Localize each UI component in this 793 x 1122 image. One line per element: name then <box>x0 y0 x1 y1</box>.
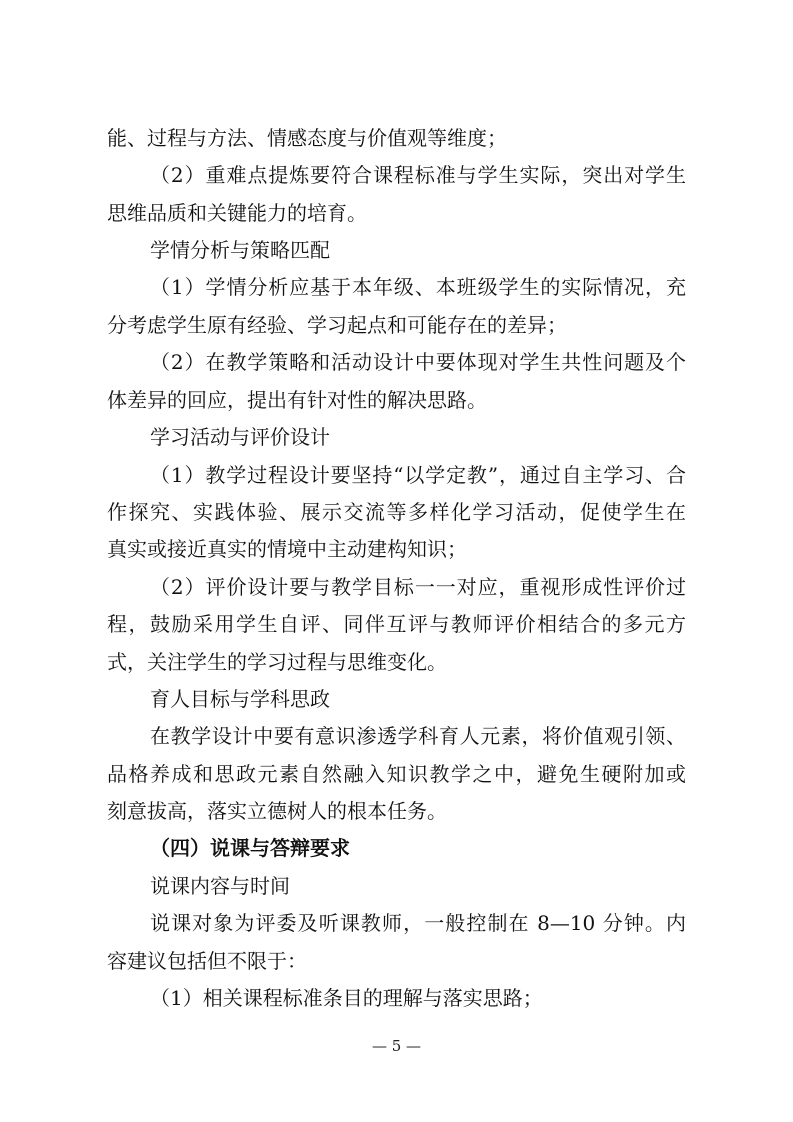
text-line: 作探究、实践体验、展示交流等多样化学习活动，促使学生在 <box>107 500 686 524</box>
text-line: 程，鼓励采用学生自评、同伴互评与教师评价相结合的多元方 <box>107 612 686 636</box>
text-line: 容建议包括但不限于： <box>107 949 307 973</box>
text-line: （1）教学过程设计要坚持“以学定教”，通过自主学习、合 <box>150 463 686 487</box>
section-heading: 学习活动与评价设计 <box>150 425 330 449</box>
text-line: 刻意拔高，落实立德树人的根本任务。 <box>107 799 447 823</box>
text-line: （2）重难点提炼要符合课程标准与学生实际，突出对学生 <box>150 163 686 187</box>
text-line: 式，关注学生的学习过程与思维变化。 <box>107 650 447 674</box>
text-line: 在教学设计中要有意识渗透学科育人元素，将价值观引领、 <box>150 724 686 748</box>
text-line: 真实或接近真实的情境中主动建构知识； <box>107 537 467 561</box>
text-line: 分考虑学生原有经验、学习起点和可能存在的差异； <box>107 313 567 337</box>
text-line: （1）相关课程标准条目的理解与落实思路； <box>150 986 543 1010</box>
text-line: （1）学情分析应基于本年级、本班级学生的实际情况，充 <box>150 275 686 299</box>
section-heading: 育人目标与学科思政 <box>150 687 330 711</box>
text-line: 说课对象为评委及听课教师，一般控制在 8—10 分钟。内 <box>150 911 686 935</box>
text-line: 能、过程与方法、情感态度与价值观等维度； <box>107 126 507 150</box>
page-number: — 5 — <box>371 1037 422 1055</box>
text-line: 品格养成和思政元素自然融入知识教学之中，避免生硬附加或 <box>107 762 686 786</box>
section-heading: 学情分析与策略匹配 <box>150 238 330 262</box>
text-line: 体差异的回应，提出有针对性的解决思路。 <box>107 388 487 412</box>
chapter-heading: （四）说课与答辩要求 <box>150 836 350 860</box>
text-line: 思维品质和关键能力的培育。 <box>107 201 367 225</box>
text-line: （2）在教学策略和活动设计中要体现对学生共性问题及个 <box>150 350 686 374</box>
text-line: （2）评价设计要与教学目标一一对应，重视形成性评价过 <box>150 575 686 599</box>
section-heading: 说课内容与时间 <box>150 874 290 898</box>
